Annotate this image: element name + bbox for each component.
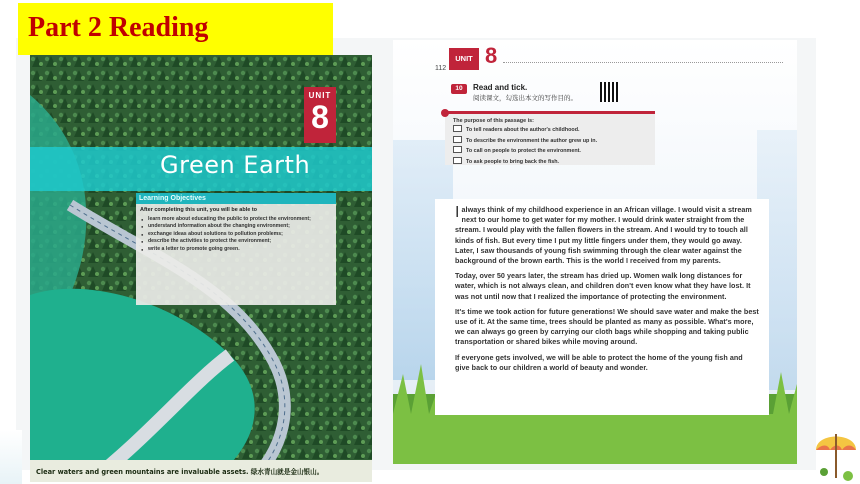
unit-tab: UNIT	[449, 48, 479, 70]
unit-title-band	[30, 147, 372, 191]
unit-tab	[304, 87, 336, 143]
option-text: To call on people to protect the environment.	[466, 148, 581, 154]
passage-paragraph: It's time we took action for future generations! We should save water and make the best use of it. At the same time, trees should be planted as many as possible. What's more, we can always go green by carrying our cloth bags while shopping and taking public transportation or shared bikes while moving around.	[455, 306, 759, 347]
unit-number: 8	[311, 99, 329, 135]
purpose-option	[453, 125, 647, 136]
checkbox[interactable]	[453, 146, 462, 153]
option-text: To describe the environment the author grew up in.	[466, 137, 598, 144]
objectives-list	[140, 216, 332, 253]
right-textbook-page	[393, 40, 797, 464]
title-banner	[18, 3, 333, 55]
umbrella-decoration-icon	[812, 420, 860, 484]
passage-paragraph: Today, over 50 years later, the stream has dried up. Women walk long distances for water, which is not always clean, and children don't even know what they have lost. It was not until now that I realized the importance of protecting the environment.	[455, 271, 751, 301]
unit-label: UNIT	[308, 91, 332, 100]
reading-passage	[435, 199, 769, 415]
unit-number: 8	[485, 43, 498, 68]
qr-code-icon	[600, 82, 620, 102]
purpose-option	[453, 146, 647, 157]
passage-paragraph	[455, 205, 759, 266]
paragraph-text: always think of my childhood experience in an African village. I would visit a stream next to our home to get water for my mother. I would drink water straight from the stream. I would play with the fallen flowers in the stream. And I would try to touch all kinds of fish. But every time I put my little fingers under them, they would go away. Later, I saw thousands of young fish swimming through the clear water against the background of the brown earth. This is the world I received from my parents.	[455, 205, 752, 266]
checkbox[interactable]	[453, 125, 462, 132]
drop-cap: I	[455, 204, 460, 221]
passage-paragraph: If everyone gets involved, we will be able to protect the home of the young fish and give back to our children a world of beauty and wonder.	[455, 352, 743, 372]
task-number-badge: 10	[451, 84, 467, 94]
objective-item: ● learn more about educating the public to protect the environment;	[148, 216, 332, 223]
task-subtitle: 阅读课文，勾选出本文的写作目的。	[473, 95, 577, 102]
header-dotted-rule	[503, 62, 783, 63]
learning-objectives-box	[136, 193, 336, 305]
purpose-option	[453, 157, 647, 168]
objectives-intro: After completing this unit, you will be able to	[140, 207, 258, 213]
pin-icon	[441, 109, 449, 117]
purpose-card	[445, 111, 655, 165]
caption-strip	[30, 460, 372, 482]
unit-title: Green Earth	[160, 151, 311, 179]
option-text: To tell readers about the author's childhood.	[466, 127, 580, 133]
checkbox[interactable]	[453, 157, 462, 164]
objectives-heading: Learning Objectives	[136, 193, 336, 204]
objective-item: ● write a letter to promote going green.	[148, 246, 332, 253]
objective-item: ● describe the activities to protect the environment;	[148, 238, 332, 245]
purpose-heading: The purpose of this passage is:	[453, 118, 534, 124]
objective-item: ● exchange ideas about solutions to pollution problems;	[148, 231, 332, 238]
page-title: Part 2 Reading	[28, 12, 209, 43]
decoration-left	[0, 430, 22, 484]
task-title: Read and tick.	[473, 83, 528, 92]
photo-caption: Clear waters and green mountains are invaluable assets. 绿水青山就是金山银山。	[36, 468, 324, 476]
option-text: To ask people to bring back the fish.	[466, 158, 560, 165]
left-textbook-page	[30, 55, 372, 482]
purpose-option	[453, 136, 647, 147]
checkbox[interactable]	[453, 136, 462, 143]
objective-item: ● understand information about the changing environment;	[148, 223, 332, 230]
page-number: 112	[435, 65, 447, 72]
